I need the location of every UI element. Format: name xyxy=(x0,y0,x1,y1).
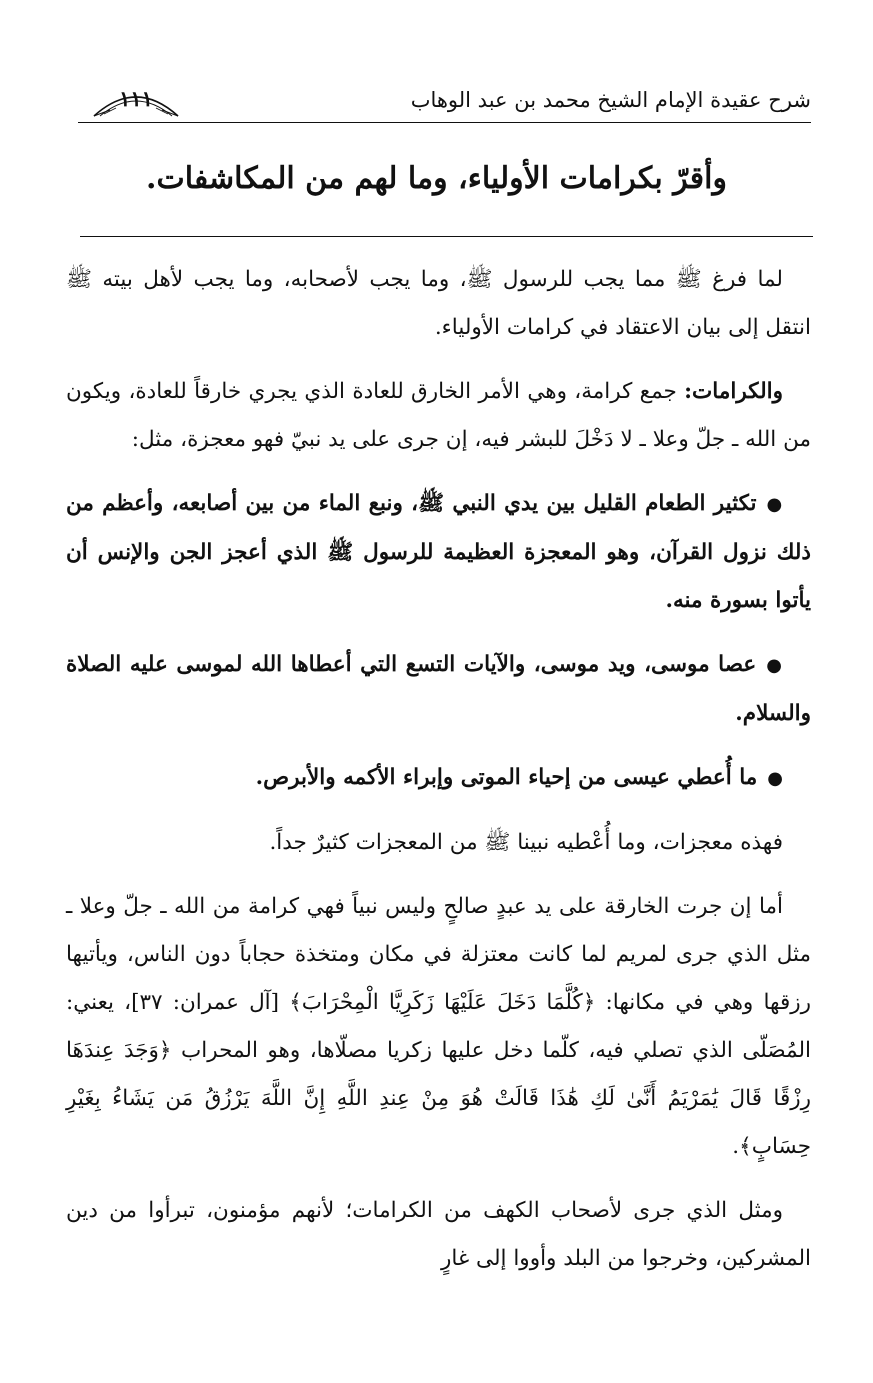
bullet-dot-icon: ● xyxy=(766,494,783,515)
definition-term: والكرامات: xyxy=(684,379,783,404)
paragraph-intro: لما فرغ ﷺ مما يجب للرسول ﷺ، وما يجب لأصحابه، وما يجب لأهل بيته ﷺ انتقل إلى بيان الاعتقاد في كرامات الأولياء. xyxy=(66,267,811,340)
heading-divider xyxy=(80,236,813,237)
bullet-item xyxy=(66,480,811,625)
paragraph-definition xyxy=(66,368,811,464)
header-divider xyxy=(78,122,811,123)
page-number: ١١١ xyxy=(119,86,153,111)
page-body xyxy=(66,256,811,1299)
section-heading: وأقرّ بكرامات الأولياء، وما لهم من المكاشفات. xyxy=(146,161,727,196)
paragraph-cave: ومثل الذي جرى لأصحاب الكهف من الكرامات؛ لأنهم مؤمنون، تبرأوا من دين المشركين، وخرجوا من البلد وأووا إلى غارٍ xyxy=(66,1198,811,1271)
paragraph-maryam: أما إن جرت الخارقة على يد عبدٍ صالحٍ وليس نبياً فهي كرامة من الله ـ جلّ وعلا ـ مثل الذي جرى لمريم لما كانت معتزلة في مكان ومتخذة حجاباً دون الناس، ويأتيها رزقها وهي في مكانها: ﴿كُلَّمَا دَخَلَ عَلَيْهَا زَكَرِيَّا الْمِحْرَابَ﴾ [آل عمران: ٣٧]، يعني: المُصَلّى الذي تصلي فيه، كلّما دخل عليها زكريا مصلّاها، وهو المحراب ﴿وَجَدَ عِندَهَا رِزْقًا قَالَ يَٰمَرْيَمُ أَنَّىٰ لَكِ هَٰذَا قَالَتْ هُوَ مِنْ عِندِ اللَّهِ إِنَّ اللَّهَ يَرْزُقُ مَن يَشَاءُ بِغَيْرِ حِسَابٍ﴾. xyxy=(66,894,811,1159)
definition-text: جمع كرامة، وهي الأمر الخارق للعادة الذي يجري خارقاً للعادة، ويكون من الله ـ جلّ وعلا ـ لا دَخْلَ للبشر فيه، إن جرى على يد نبيّ فهو معجزة، مثل: xyxy=(66,379,811,452)
bullet-item xyxy=(66,754,811,803)
running-header xyxy=(78,84,811,124)
bullet-text: عصا موسى، ويد موسى، والآيات التسع التي أعطاها الله لموسى عليه الصلاة والسلام. xyxy=(66,652,811,726)
bullet-dot-icon: ● xyxy=(766,655,783,676)
bullet-item xyxy=(66,641,811,738)
page-number-badge xyxy=(90,84,182,114)
book-title: شرح عقيدة الإمام الشيخ محمد بن عبد الوهاب xyxy=(410,88,811,112)
bullet-dot-icon: ● xyxy=(767,768,783,789)
bullet-text: تكثير الطعام القليل بين يدي النبي ﷺ، ونبع الماء من بين أصابعه، وأعظم من ذلك نزول القرآن، وهو المعجزة العظيمة للرسول ﷺ الذي أعجز الجن والإنس أن يأتوا بسورة منه. xyxy=(66,491,811,613)
bullet-text: ما أُعطي عيسى من إحياء الموتى وإبراء الأكمه والأبرص. xyxy=(255,765,758,790)
paragraph-miracles-summary: فهذه معجزات، وما أُعْطيه نبينا ﷺ من المعجزات كثيرٌ جداً. xyxy=(269,830,783,855)
